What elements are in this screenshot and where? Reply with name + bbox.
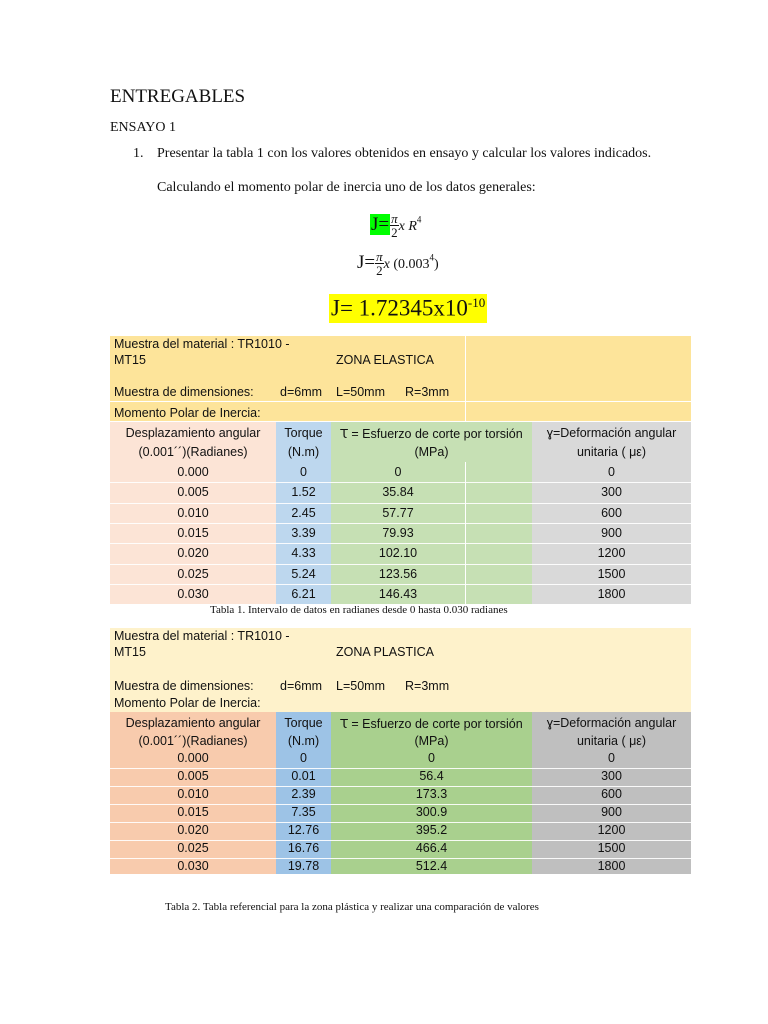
column-header-4: ɣ=Deformación angular	[546, 426, 677, 440]
dimensions-label: Muestra de dimensiones:	[114, 385, 254, 399]
formula-polar-moment: J= $\frac{\pi}{2}$ x $R^4$	[371, 211, 422, 240]
calculation-intro: Calculando el momento polar de inercia uno de los datos generales:	[157, 180, 536, 195]
column-header-4: ɣ=Deformación angular	[546, 716, 677, 730]
formula-fraction: $\frac{\pi}{2}$	[376, 249, 383, 278]
table-cell: 0	[428, 751, 435, 765]
table-cell: 0	[300, 465, 307, 479]
table-caption: Tabla 2. Tabla referencial para la zona plástica y realizar una comparación de valores	[165, 901, 539, 913]
column-header-3: Ꚍ = Esfuerzo de corte por torsión	[340, 427, 523, 441]
table-cell: 5.24	[291, 566, 316, 581]
formula-fraction: $\frac{\pi}{2}$	[391, 211, 398, 240]
material-code: MT15	[114, 645, 146, 659]
moment-label: Momento Polar de Inercia:	[114, 696, 261, 710]
table-cell: 1.52	[291, 485, 316, 500]
table-cell: 7.35	[291, 805, 316, 819]
column-divider	[465, 462, 466, 604]
table-cell: 0.010	[177, 787, 209, 801]
row-divider	[110, 401, 691, 402]
table-cell: 900	[601, 525, 622, 540]
table-cell: 0.025	[177, 841, 209, 855]
dimension-d: d=6mm	[280, 679, 323, 693]
table-cell: 1500	[597, 566, 626, 581]
list-item-text: Presentar la tabla 1 con los valores obtenidos en ensayo y calcular los valores indicados.	[157, 146, 652, 161]
table-cell: 1200	[597, 546, 626, 561]
table-cell: 466.4	[415, 841, 448, 855]
table-cell: 19.78	[287, 859, 320, 873]
table-cell: 300	[601, 485, 622, 500]
table-cell: 2.45	[291, 505, 316, 520]
table-cell: 0.010	[177, 505, 209, 520]
table-cell: 102.10	[378, 546, 418, 561]
table-cell: 0.015	[177, 805, 209, 819]
material-label: Muestra del material : TR1010 -	[114, 629, 290, 643]
table-cell: 900	[601, 805, 622, 819]
table-cell: 0	[608, 751, 615, 765]
table-cell: 1800	[597, 859, 626, 873]
table-cell: 12.76	[287, 823, 320, 837]
table-cell: 56.4	[419, 769, 444, 783]
formula-result: $J= 1.72345x10^{-10}$	[331, 295, 486, 321]
table-cell: 600	[601, 505, 622, 520]
table-cell: 0.005	[177, 485, 209, 500]
table-cell: 3.39	[291, 525, 316, 540]
table-cell: 300	[601, 769, 622, 783]
table-cell: 0.030	[177, 586, 209, 601]
data-table-elastic	[110, 336, 691, 604]
table-cell: 57.77	[382, 505, 414, 520]
table-cell: 2.39	[291, 787, 316, 801]
table-cell: 0.025	[177, 566, 209, 581]
dimension-L: L=50mm	[336, 385, 385, 399]
table-cell: 600	[601, 787, 622, 801]
column-header-1: Desplazamiento angular	[125, 426, 261, 440]
table-cell: 512.4	[415, 859, 448, 873]
table-cell: 0.000	[177, 751, 209, 765]
list-item-number: 1.	[133, 146, 144, 161]
column-header-unit-1: (0.001´´)(Radianes)	[138, 445, 248, 459]
table-cell: 6.21	[291, 586, 316, 601]
table-cell: 0.015	[177, 525, 209, 540]
table-cell: 0.000	[177, 465, 209, 479]
dimension-R: R=3mm	[405, 385, 450, 399]
table-cell: 79.93	[382, 525, 414, 540]
dimension-L: L=50mm	[336, 679, 385, 693]
material-code: MT15	[114, 353, 146, 367]
table-cell: 0.005	[177, 769, 209, 783]
column-header-1: Desplazamiento angular	[125, 716, 261, 730]
zone-label: ZONA ELASTICA	[336, 353, 434, 367]
table-cell: 1800	[597, 586, 626, 601]
dimension-R: R=3mm	[405, 679, 450, 693]
row-divider	[110, 523, 691, 524]
table-cell: 4.33	[291, 546, 316, 561]
column-header-unit-2: (N.m)	[287, 734, 320, 748]
column-header-unit-4: unitaria ( με)	[576, 734, 647, 748]
row-divider	[110, 584, 691, 585]
dimensions-label: Muestra de dimensiones:	[114, 679, 254, 693]
moment-label: Momento Polar de Inercia:	[114, 406, 261, 420]
table-cell: 16.76	[287, 841, 320, 855]
table-cell: 0.030	[177, 859, 209, 873]
column-header-3: Ꚍ = Esfuerzo de corte por torsión	[340, 717, 523, 731]
row-divider	[110, 543, 691, 544]
row-divider	[110, 482, 691, 483]
data-table-plastic	[110, 628, 691, 874]
column-header-2: Torque	[284, 426, 323, 440]
table-caption: Tabla 1. Intervalo de datos en radianes desde 0 hasta 0.030 radianes	[210, 604, 508, 616]
table-cell: 173.3	[415, 787, 448, 801]
table-cell: 0.020	[177, 546, 209, 561]
table-cell: 0	[608, 465, 615, 479]
row-divider	[110, 564, 691, 565]
column-header-unit-3: (MPa)	[414, 734, 449, 748]
table-cell: 1200	[597, 823, 626, 837]
info-header-right	[466, 336, 691, 421]
row-divider	[110, 503, 691, 504]
table-cell: 0	[300, 751, 307, 765]
formula-substitution: J= $\frac{\pi}{2}$ x (0.003$^4$)	[357, 249, 439, 278]
column-header-unit-1: (0.001´´)(Radianes)	[138, 734, 248, 748]
table-cell: 35.84	[382, 485, 414, 500]
column-header-unit-3: (MPa)	[414, 445, 449, 459]
table-cell: 123.56	[378, 566, 418, 581]
section-title: ENSAYO 1	[110, 120, 176, 135]
formula-lhs-highlighted: J=	[371, 213, 390, 235]
table-cell: 0.01	[291, 769, 316, 783]
table-cell: 146.43	[378, 586, 418, 601]
table-cell: 395.2	[415, 823, 448, 837]
column-header-unit-4: unitaria ( με)	[576, 445, 647, 459]
dimension-d: d=6mm	[280, 385, 323, 399]
table-cell: 300.9	[415, 805, 448, 819]
material-label: Muestra del material : TR1010 -	[114, 337, 290, 351]
zone-label: ZONA PLASTICA	[336, 645, 434, 659]
column-header-2: Torque	[284, 716, 323, 730]
table-cell: 0	[394, 465, 402, 479]
column-header-unit-2: (N.m)	[287, 445, 320, 459]
page-heading: ENTREGABLES	[110, 86, 246, 107]
table-cell: 1500	[597, 841, 626, 855]
table-cell: 0.020	[177, 823, 209, 837]
